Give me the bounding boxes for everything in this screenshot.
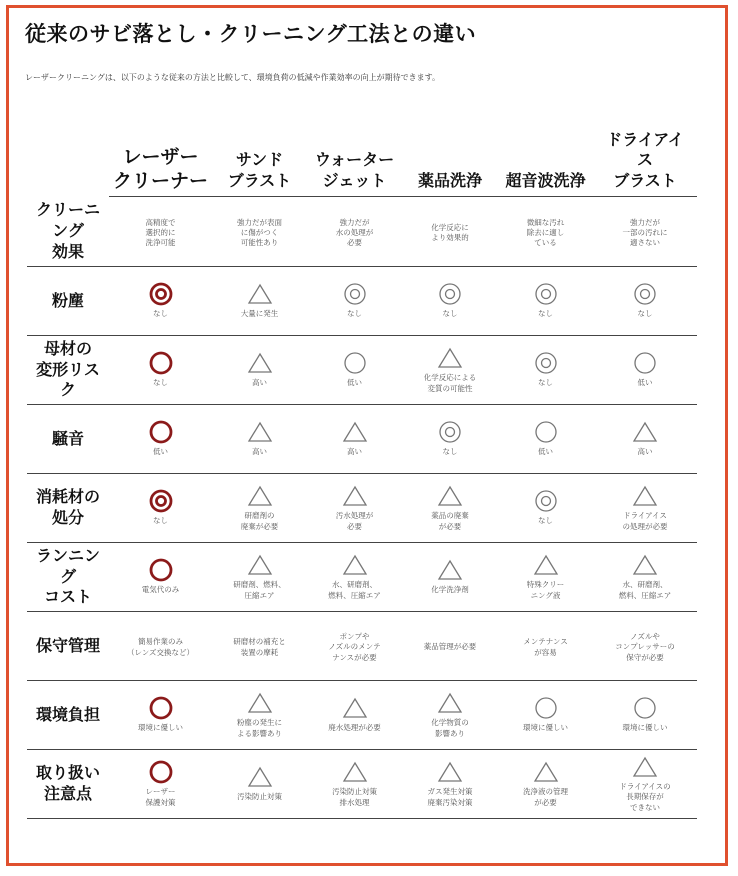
triangle-icon xyxy=(342,420,368,444)
triangle-icon xyxy=(437,691,463,715)
table-cell xyxy=(498,681,593,750)
header-row xyxy=(27,120,697,197)
table-cell xyxy=(109,543,212,612)
cell-note: 強力だが 一部の汚れに 適さない xyxy=(622,217,668,248)
cell-note: ノズルや コンプレッサーの 保守が必要 xyxy=(615,632,675,662)
triangle-icon xyxy=(342,760,368,784)
table-cell xyxy=(498,750,593,819)
cell-note: なし xyxy=(153,378,168,388)
table-cell xyxy=(593,612,697,681)
cell-note: なし xyxy=(347,309,362,319)
cell-note: 化学反応に より効果的 xyxy=(431,222,469,242)
cell-note: 低い xyxy=(153,447,168,457)
table-cell xyxy=(109,336,212,405)
table-cell xyxy=(212,267,307,336)
table-cell xyxy=(498,405,593,474)
triangle-icon xyxy=(632,484,658,508)
cell-note: 化学洗浄剤 xyxy=(431,585,469,595)
cell-note: 洗浄液の管理 が必要 xyxy=(523,787,568,807)
table-cell xyxy=(307,336,402,405)
triangle-icon xyxy=(342,553,368,577)
circle-icon xyxy=(148,760,174,784)
triangle-icon xyxy=(247,691,273,715)
cell-note: 高い xyxy=(347,447,362,457)
cell-note: 特殊クリー ニング液 xyxy=(526,580,565,600)
intro-text: レーザークリーニングは、以下のような従来の方法と比較して、環境負荷の低減や作業効率の向上が期待できます。 xyxy=(25,73,441,82)
table-row xyxy=(27,474,697,543)
cell-note: なし xyxy=(153,309,168,319)
method-header-chemical: 薬品洗浄 xyxy=(402,120,498,197)
triangle-icon xyxy=(247,282,273,306)
triangle-icon xyxy=(247,765,273,789)
cell-note: 薬品の廃棄 が必要 xyxy=(431,511,469,531)
page-title: 従来のサビ落とし・クリーニング工法との違い xyxy=(25,22,477,46)
cell-note: なし xyxy=(538,309,553,319)
table-cell xyxy=(307,750,402,819)
table-cell xyxy=(307,612,402,681)
cell-note: 電気代のみ xyxy=(141,585,180,595)
triangle-icon xyxy=(437,484,463,508)
row-label: 環境負担 xyxy=(27,681,109,750)
double-circle-icon xyxy=(533,489,559,513)
cell-note: 研磨剤の 廃棄が必要 xyxy=(240,511,279,531)
cell-note: 研磨材の補充と 装置の摩耗 xyxy=(233,637,286,657)
triangle-icon xyxy=(437,346,463,370)
cell-note: 低い xyxy=(347,378,362,388)
table-cell xyxy=(498,197,593,267)
table-cell xyxy=(212,750,307,819)
circle-icon xyxy=(148,420,174,444)
table-cell xyxy=(212,681,307,750)
method-header-dryice: ドライアイ ス ブラスト xyxy=(593,120,697,197)
row-label: 取り扱い 注意点 xyxy=(27,750,109,819)
table-cell xyxy=(593,474,697,543)
cell-note: 化学物質の 影響あり xyxy=(431,718,469,738)
cell-note: 微細な汚れ 除去に適し ている xyxy=(526,217,565,248)
table-cell xyxy=(109,612,212,681)
row-label: 消耗材の 処分 xyxy=(27,474,109,543)
cell-note: ガス発生対策 廃棄汚染対策 xyxy=(427,787,473,807)
table-cell xyxy=(593,750,697,819)
table-cell xyxy=(498,543,593,612)
double-circle-icon xyxy=(148,282,174,306)
page-frame xyxy=(6,5,728,866)
cell-note: なし xyxy=(538,378,553,388)
triangle-icon xyxy=(437,558,463,582)
cell-note: ポンプや ノズルのメンテ ナンスが必要 xyxy=(328,632,381,662)
table-cell xyxy=(593,267,697,336)
method-header-ultrasonic: 超音波洗浄 xyxy=(498,120,593,197)
cell-note: なし xyxy=(153,516,168,526)
cell-note: 高精度で 選択的に 洗浄可能 xyxy=(145,217,176,248)
method-header-water: ウォーター ジェット xyxy=(307,120,402,197)
cell-note: 粉塵の発生に よる影響あり xyxy=(237,718,282,738)
triangle-icon xyxy=(533,553,559,577)
table-cell xyxy=(402,543,498,612)
table-cell xyxy=(307,267,402,336)
circle-icon xyxy=(148,351,174,375)
table-cell xyxy=(109,197,212,267)
triangle-icon xyxy=(632,420,658,444)
table-cell xyxy=(498,336,593,405)
table-cell xyxy=(307,681,402,750)
triangle-icon xyxy=(247,553,273,577)
table-cell xyxy=(109,681,212,750)
table-cell xyxy=(212,336,307,405)
cell-note: レーザー 保護対策 xyxy=(145,787,176,807)
table-cell xyxy=(593,405,697,474)
cell-note: なし xyxy=(442,309,458,319)
cell-note: 汚染防止対策 xyxy=(237,792,282,802)
table-cell xyxy=(212,474,307,543)
cell-note: ドライアイスの 長期保存が できない xyxy=(619,782,671,812)
cell-note: 環境に優しい xyxy=(138,723,183,733)
cell-note: 大量に発生 xyxy=(240,309,279,319)
cell-note: 強力だが 水の処理が 必要 xyxy=(335,217,374,248)
cell-note: 薬品管理が必要 xyxy=(423,642,477,652)
cell-note: 高い xyxy=(637,447,653,457)
table-cell xyxy=(593,681,697,750)
cell-note: 環境に優しい xyxy=(622,723,668,733)
double-circle-icon xyxy=(148,489,174,513)
table-cell xyxy=(402,612,498,681)
table-cell xyxy=(109,267,212,336)
table-cell xyxy=(307,197,402,267)
cell-note: 低い xyxy=(538,447,553,457)
triangle-icon xyxy=(533,760,559,784)
circle-icon xyxy=(632,351,658,375)
table-cell xyxy=(307,543,402,612)
table-row xyxy=(27,405,697,474)
table-cell xyxy=(109,405,212,474)
cell-note: 廃水処理が必要 xyxy=(328,723,381,733)
table-cell xyxy=(402,197,498,267)
table-cell xyxy=(109,474,212,543)
circle-icon xyxy=(148,558,174,582)
table-cell xyxy=(307,474,402,543)
cell-note: ドライアイス の処理が必要 xyxy=(622,511,668,531)
table-cell xyxy=(593,336,697,405)
table-cell xyxy=(593,197,697,267)
table-cell xyxy=(402,336,498,405)
cell-note: 環境に優しい xyxy=(523,723,568,733)
comparison-body xyxy=(27,197,697,819)
cell-note: 低い xyxy=(637,378,653,388)
table-cell xyxy=(212,543,307,612)
circle-icon xyxy=(533,420,559,444)
comparison-table xyxy=(27,120,697,819)
table-row xyxy=(27,336,697,405)
triangle-icon xyxy=(247,351,273,375)
double-circle-icon xyxy=(533,282,559,306)
cell-note: 研磨剤、燃料、 圧縮エア xyxy=(233,580,286,600)
cell-note: 簡易作業のみ （レンズ交換など） xyxy=(126,637,195,657)
table-cell xyxy=(402,474,498,543)
table-cell xyxy=(593,543,697,612)
cell-note: なし xyxy=(442,447,458,457)
row-label: 保守管理 xyxy=(27,612,109,681)
row-label: 粉塵 xyxy=(27,267,109,336)
table-row xyxy=(27,612,697,681)
cell-note: 高い xyxy=(252,447,267,457)
row-label: ランニン グ コスト xyxy=(27,543,109,612)
header-corner xyxy=(27,120,109,197)
triangle-icon xyxy=(342,696,368,720)
circle-icon xyxy=(342,351,368,375)
triangle-icon xyxy=(247,484,273,508)
cell-note: なし xyxy=(538,516,553,526)
method-header-sand: サンド ブラスト xyxy=(212,120,307,197)
triangle-icon xyxy=(342,484,368,508)
circle-icon xyxy=(632,696,658,720)
cell-note: 水、研磨剤、 燃料、圧縮エア xyxy=(328,580,381,600)
table-row xyxy=(27,750,697,819)
table-row xyxy=(27,681,697,750)
table-row xyxy=(27,267,697,336)
table-cell xyxy=(212,612,307,681)
table-row xyxy=(27,543,697,612)
table-cell xyxy=(212,197,307,267)
triangle-icon xyxy=(632,755,658,779)
cell-note: なし xyxy=(637,309,653,319)
circle-icon xyxy=(148,696,174,720)
double-circle-icon xyxy=(437,282,463,306)
table-cell xyxy=(402,405,498,474)
cell-note: 水、研磨剤、 燃料、圧縮エア xyxy=(618,580,672,600)
cell-note: 化学反応による 変質の可能性 xyxy=(423,373,477,393)
cell-note: メンテナンス が容易 xyxy=(523,637,568,657)
table-cell xyxy=(402,750,498,819)
table-cell xyxy=(212,405,307,474)
table-cell xyxy=(402,267,498,336)
row-label: クリーニ ング 効果 xyxy=(27,197,109,267)
double-circle-icon xyxy=(342,282,368,306)
table-row xyxy=(27,197,697,267)
cell-note: 強力だが表面 に傷がつく 可能性あり xyxy=(237,217,282,248)
double-circle-icon xyxy=(632,282,658,306)
table-cell xyxy=(109,750,212,819)
triangle-icon xyxy=(247,420,273,444)
cell-note: 汚染防止対策 排水処理 xyxy=(332,787,377,807)
double-circle-icon xyxy=(437,420,463,444)
table-cell xyxy=(498,267,593,336)
row-label: 母材の 変形リス ク xyxy=(27,336,109,405)
table-cell xyxy=(498,612,593,681)
method-header-laser: レーザー クリーナー xyxy=(109,120,212,197)
row-label: 騒音 xyxy=(27,405,109,474)
triangle-icon xyxy=(632,553,658,577)
table-cell xyxy=(402,681,498,750)
table-cell xyxy=(307,405,402,474)
circle-icon xyxy=(533,696,559,720)
cell-note: 高い xyxy=(252,378,267,388)
cell-note: 汚水処理が 必要 xyxy=(335,511,374,531)
triangle-icon xyxy=(437,760,463,784)
double-circle-icon xyxy=(533,351,559,375)
table-cell xyxy=(498,474,593,543)
